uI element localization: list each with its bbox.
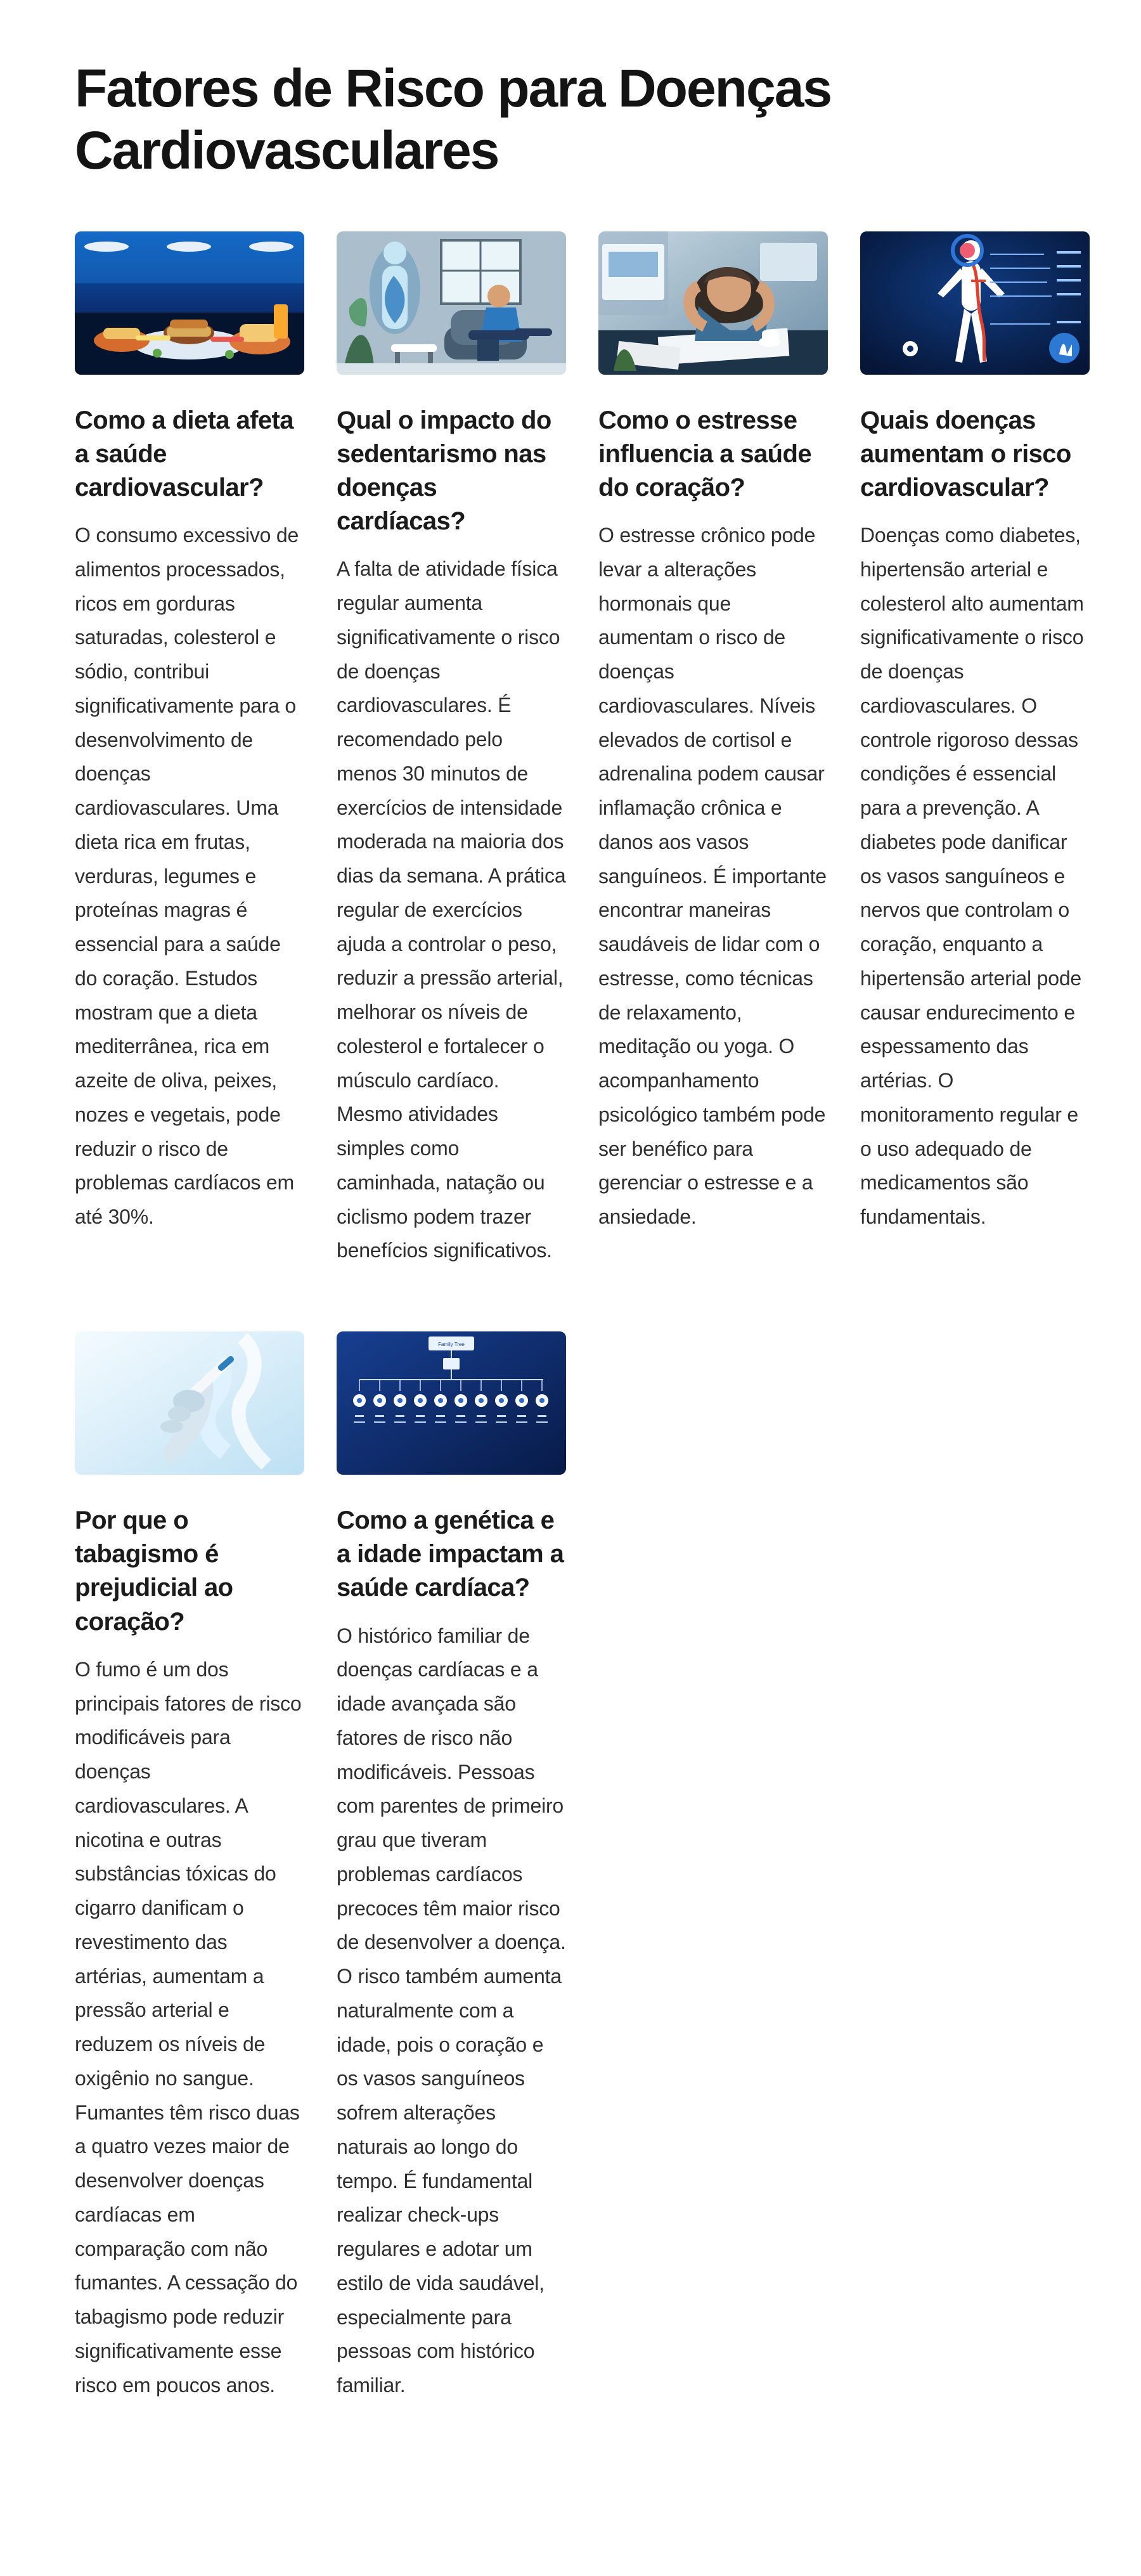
family-tree-image: [337, 1331, 566, 1475]
page-title: Fatores de Risco para Doenças Cardiovasculares: [75, 58, 832, 181]
card-text: A falta de atividade física regular aumenta significativamente o risco de doenças cardiovasculares. É recomendado pelo menos 30 minutos de exercícios de intensidade moderada na maioria dos dias da semana. A prática regular de exercícios ajuda a controlar o peso, reduzir a pressão arterial, melhorar os níveis de colesterol e fortalecer o músculo cardíaco. Mesmo atividades simples como caminhada, natação ou ciclismo podem trazer benefícios significativos.: [337, 557, 566, 1262]
risk-card-smoking: [75, 1331, 304, 2402]
smoking-image: [75, 1331, 304, 1475]
stress-image: [598, 231, 828, 375]
risk-card-diet: [75, 231, 304, 1234]
risk-card-diseases: [860, 231, 1090, 1234]
risk-card-genetics-age: [337, 1331, 566, 2403]
risk-card-sedentary: [337, 231, 566, 1269]
card-text: O consumo excessivo de alimentos processados, ricos em gorduras saturadas, colesterol e sódio, contribui significativamente para o desenvolvimento de doenças cardiovasculares. Uma dieta rica em frutas, verduras, legumes e proteínas magras é essencial para a saúde do coração. Estudos mostram que a dieta mediterrânea, rica em azeite de oliva, peixes, nozes e vegetais, pode reduzir o risco de problemas cardíacos em até 30%.: [75, 524, 299, 1229]
card-title: Como a genética e a idade impactam a saúde cardíaca?: [337, 1506, 564, 1602]
card-text: O fumo é um dos principais fatores de risco modificáveis para doenças cardiovasculares. A nicotina e outras substâncias tóxicas do cigarro danificam o revestimento das artérias, aumentam a pressão arterial e reduzem os níveis de oxigênio no sangue. Fumantes têm risco duas a quatro vezes maior de desenvolver doenças cardíacas em comparação com não fumantes. A cessação do tabagismo pode reduzir significativamente esse risco em poucos anos.: [75, 1657, 302, 2397]
card-title: Como o estresse influencia a saúde do coração?: [598, 406, 811, 502]
card-title: Como a dieta afeta a saúde cardiovascular?: [75, 406, 293, 502]
family-tree-label: Family Tree: [438, 1342, 465, 1348]
anatomy-image: [860, 231, 1090, 375]
card-text: Doenças como diabetes, hipertensão arterial e colesterol alto aumentam significativamente o risco de doenças cardiovasculares. O controle rigoroso dessas condições é essencial para a prevenção. A diabetes pode danificar os vasos sanguíneos e nervos que controlam o coração, enquanto a hipertensão arterial pode causar endurecimento e espessamento das artérias. O monitoramento regular e o uso adequado de medicamentos são fundamentais.: [860, 524, 1084, 1229]
risk-card-stress: [598, 231, 828, 1234]
risk-factors-grid: [75, 231, 1084, 2403]
sedentary-image: [337, 231, 566, 375]
card-title: Por que o tabagismo é prejudicial ao coração?: [75, 1506, 233, 1636]
card-text: O estresse crônico pode levar a alterações hormonais que aumentam o risco de doenças cardiovasculares. Níveis elevados de cortisol e adrenalina podem causar inflamação crônica e danos aos vasos sanguíneos. É importante encontrar maneiras saudáveis de lidar com o estresse, como técnicas de relaxamento, meditação ou yoga. O acompanhamento psicológico também pode ser benéfico para gerenciar o estresse e a ansiedade.: [598, 524, 827, 1229]
card-title: Qual o impacto do sedentarismo nas doenças cardíacas?: [337, 406, 551, 536]
card-title: Quais doenças aumentam o risco cardiovascular?: [860, 406, 1071, 502]
card-text: O histórico familiar de doenças cardíacas e a idade avançada são fatores de risco não modificáveis. Pessoas com parentes de primeiro grau que tiveram problemas cardíacos precoces têm maior risco de desenvolver a doença. O risco também aumenta naturalmente com a idade, pois o coração e os vasos sanguíneos sofrem alterações naturais ao longo do tempo. É fundamental realizar check-ups regulares e adotar um estilo de vida saudável, especialmente para pessoas com histórico familiar.: [337, 1624, 566, 2397]
food-image: [75, 231, 304, 375]
